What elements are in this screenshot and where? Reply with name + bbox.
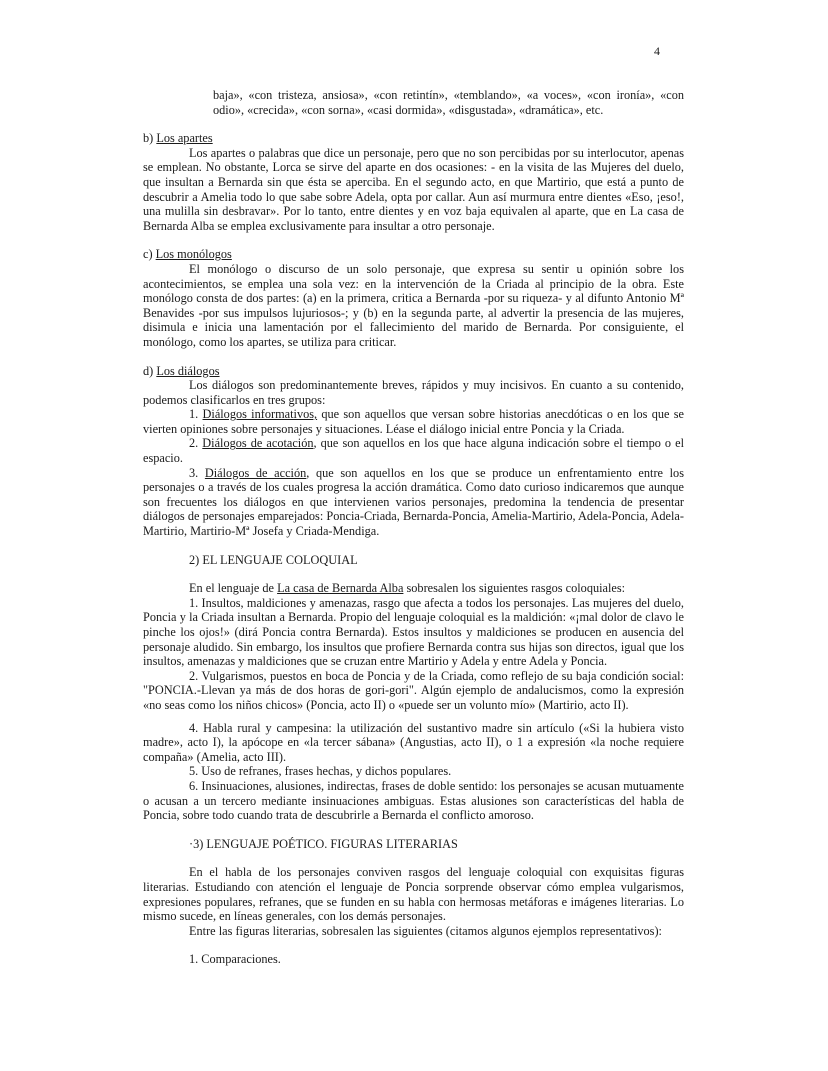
section-heading-dialogos bbox=[143, 364, 684, 379]
coloquial-item: 1. Insultos, maldiciones y amenazas, rasgo que afecta a todos los personajes. Las mujeres del duelo, Poncia y la Criada insultan a Bernarda. Propio del lenguaje coloquial es la maldición: «¡mal dolor de clavo le pinche los ojos!» (dirá Poncia contra Bernarda). Estos insultos y maldiciones se producen en ausencia del personaje aludido. Sin embargo, los insultos que profiere Bernarda contra sus hijas son directos, igual que los insultos, amenazas y maldiciones que se cruzan entre Martirio y Adela y entre Adela y Poncia. bbox=[143, 595, 684, 669]
section-label: c) bbox=[143, 247, 153, 262]
dialogos-item bbox=[143, 466, 684, 539]
item-number: 1. bbox=[189, 407, 199, 422]
item-term: Diálogos de acotación bbox=[202, 436, 314, 451]
poetico-item: 1. Comparaciones. bbox=[189, 952, 281, 967]
coloquial-item: 2. Vulgarismos, puestos en boca de Poncia y de la Criada, como reflejo de su baja condición social: "PONCIA.-Llevan ya más de dos horas de gori-gori". Algún ejemplo de andalucismos, como la expresión «no seas como los niños chicos» (Poncia, acto II) o «puede ser un volunto mío» (Martirio, acto II). bbox=[143, 668, 684, 712]
item-text: que son aquellos que versan sobre historias anecdóticas o en los que se vierten opiniones sobre personajes y situaciones. Léase el diálogo inicial entre Poncia y la Criada. bbox=[143, 407, 684, 436]
work-title: La casa de Bernarda Alba bbox=[277, 581, 404, 596]
dialogos-item bbox=[143, 407, 684, 436]
dialogos-intro: Los diálogos son predominantemente breves, rápidos y muy incisivos. En cuanto a su contenido, podemos clasificarlos en tres grupos: bbox=[143, 378, 684, 407]
page-number: 4 bbox=[654, 44, 660, 58]
item-term: Diálogos de acción bbox=[204, 465, 307, 480]
document-body bbox=[143, 88, 684, 967]
item-number: 3. bbox=[189, 465, 199, 480]
section-label: b) bbox=[143, 131, 154, 146]
item-text: , que son aquellos en los que hace alguna indicación sobre el tiempo o el espacio. bbox=[143, 436, 684, 466]
section-title: Los diálogos bbox=[156, 363, 220, 378]
intro-paragraph: baja», «con tristeza, ansiosa», «con retintín», «temblando», «a voces», «con ironía», «con odio», «crecida», «con sorna», «casi dormida», «disgustada», «dramática», etc. bbox=[213, 88, 684, 117]
item-number: 2. bbox=[189, 436, 199, 451]
coloquial-intro bbox=[143, 581, 684, 596]
chapter-heading-coloquial: 2) EL LENGUAJE COLOQUIAL bbox=[189, 552, 358, 567]
coloquial-item: 4. Habla rural y campesina: la utilización del sustantivo madre sin artículo («Si la hubiera visto madre», acto I), la apócope en «la tercer sábana» (Angustias, acto II), o 1 a expresión «la noche requiere compaña» (Amelia, acto III). bbox=[143, 720, 684, 764]
dialogos-item bbox=[143, 436, 684, 465]
section-heading-monologos bbox=[143, 247, 684, 262]
section-title: Los monólogos bbox=[155, 247, 232, 262]
apartes-paragraph: Los apartes o palabras que dice un personaje, pero que no son percibidas por su interlocutor, apenas se emplean. No obstante, Lorca se sirve del aparte en dos ocasiones: - en la visita de las Mujeres del duelo, que insultan a Bernarda sin que ésta se aperciba. En el segundo acto, en que Martirio, que está a punto de descubrir a Amelia todo lo que sabe sobre Adela, opta por callar. Aun así murmura entre dientes «Eso, ¡eso!, una mulilla sin desbravar». Por lo tanto, entre dientes y en voz baja equivalen al aparte, que en La casa de Bernarda Alba se emplea exclusivamente para insultar a otro personaje. bbox=[143, 145, 684, 233]
item-text: , que son aquellos en los que se produce un enfrentamiento entre los personajes o a través de los cuales progresa la acción dramática. Como dato curioso indicaremos que aunque son frecuentes los diálogos en que intervienen varios personajes, predomina la tendencia de presentar diálogos de personajes emparejados: Poncia-Criada, Bernarda-Poncia, Amelia-Martirio, Adela-Poncia, Adela-Martirio, Martirio-Mª Josefa y Criada-Mendiga. bbox=[143, 465, 684, 539]
section-heading-apartes bbox=[143, 131, 684, 146]
item-term: Diálogos informativos, bbox=[202, 407, 318, 422]
coloquial-item: 5. Uso de refranes, frases hechas, y dichos populares. bbox=[189, 764, 452, 779]
poetico-paragraph: Entre las figuras literarias, sobresalen las siguientes (citamos algunos ejemplos representativos): bbox=[189, 923, 662, 938]
coloquial-item: 6. Insinuaciones, alusiones, indirectas, frases de doble sentido: los personajes se acusan mutuamente o acusan a un tercero mediante insinuaciones ambiguas. Estas alusiones son características del habla de Poncia, sobre todo cuando trata de descubrirle a Bernarda el conflicto amoroso. bbox=[143, 778, 684, 823]
poetico-paragraph: En el habla de los personajes conviven rasgos del lenguaje coloquial con exquisitas figuras literarias. Estudiando con atención el lenguaje de Poncia sorprende observar cómo emplea vulgarismos, expresiones populares, refranes, que se funden en su habla con hermosas metáforas e imágenes literarias. Lo mismo sucede, en líneas generales, con los demás personajes. bbox=[143, 865, 684, 924]
monologos-paragraph: El monólogo o discurso de un solo personaje, que expresa su sentir u opinión sobre los acontecimientos, se emplea una sola vez: en la intervención de la Criada al principio de la obra. Este monólogo consta de dos partes: (a) en la primera, critica a Bernarda -por su riqueza- y al difunto Antonio Mª Benavides -por sus impulsos lujuriosos-; y (b) en la segunda parte, al advertir la presencia de las mujeres, disimula e inicia una lamentación por el fallecimiento del marido de Bernarda. Por consiguiente, el monólogo, como los apartes, se utiliza para criticar. bbox=[143, 261, 684, 349]
chapter-heading-poetico: ·3) LENGUAJE POÉTICO. FIGURAS LITERARIAS bbox=[189, 836, 458, 851]
section-label: d) bbox=[143, 363, 154, 378]
intro-text-post: sobresalen los siguientes rasgos coloquiales: bbox=[403, 581, 626, 596]
section-title: Los apartes bbox=[156, 131, 213, 146]
intro-text-pre: En el lenguaje de bbox=[189, 581, 278, 596]
